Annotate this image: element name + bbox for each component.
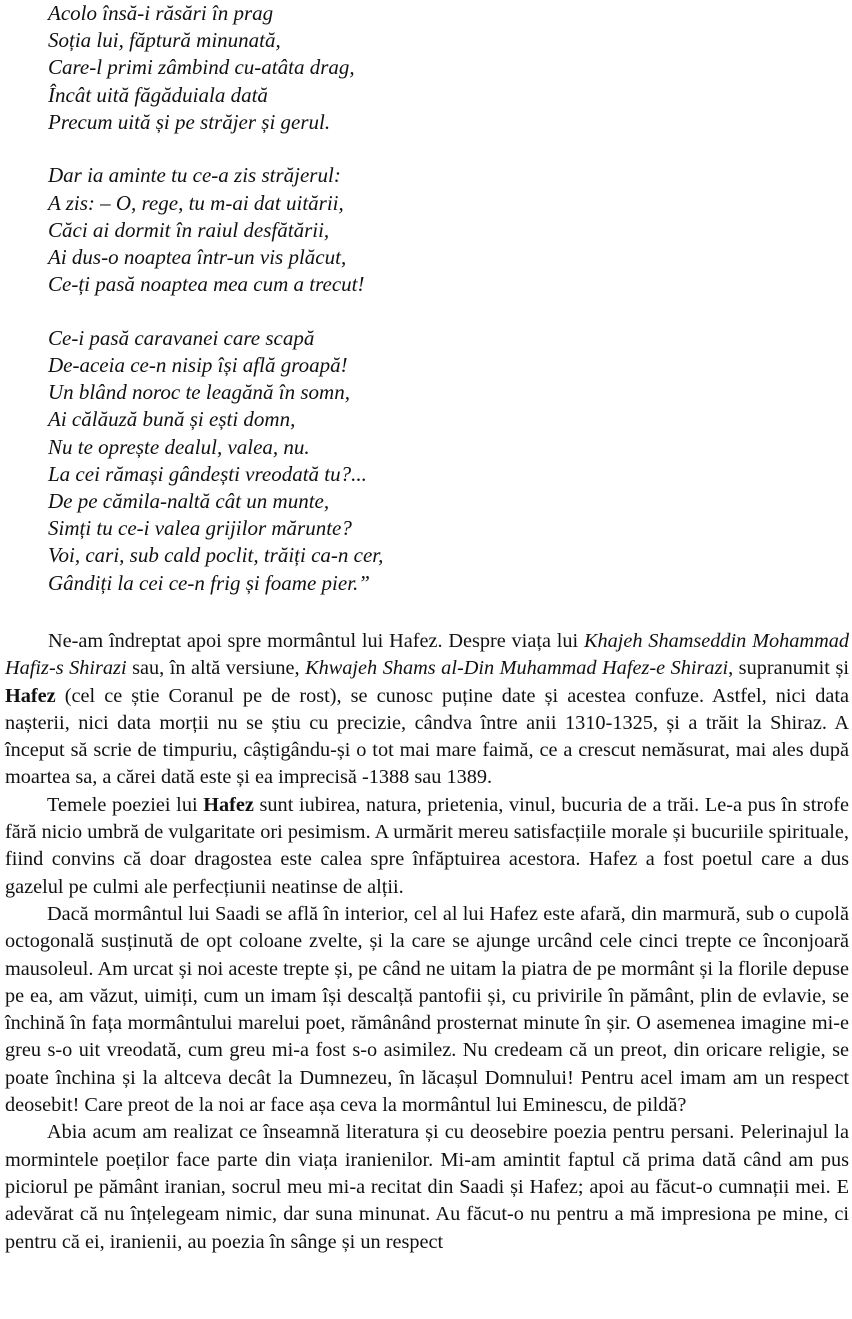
poem-line: Nu te oprește dealul, valea, nu. <box>48 434 310 459</box>
text-span: sunt iubirea, natura, prietenia, vinul, bucuria de a trăi. Le-a pus în strofe fără nicio umbră de vulgaritate ori pesimism. A urmărit mereu satisfacțiile morale și bucuriile spirituale, fiind convins că doar dragostea este calea spre înfăptuirea acestora. Hafez a fost poetul care a dus gazelul pe culmi ale perfecțiunii neatinse de alții. <box>5 793 849 898</box>
poem-line: La cei rămași gândești vreodată tu?... <box>48 461 367 486</box>
text-span: (cel ce știe Coranul pe de rost), se cunosc puține date și acestea confuze. Astfel, nici data nașterii, nici data morții nu se știu cu precizie, cândva între anii 1310-1325, și a trăit la Shiraz. A început să scrie de timpuriu, câștigându-și o tot mai mare faimă, ce a crescut nemăsurat, mai ales după moartea sa, a cărei dată este și ea imprecisă -1388 sau 1389. <box>5 684 849 789</box>
poem-line: Soția lui, făptură minunată, <box>48 28 281 53</box>
poem-line: Ai călăuză bună și ești domn, <box>48 407 296 432</box>
poem-line: Precum uită și pe străjer și gerul. <box>48 109 331 134</box>
poem-line: Acolo însă-i răsări în prag <box>48 1 274 25</box>
poem-line: Simți tu ce-i valea grijilor mărunte? <box>48 516 352 541</box>
poem-line: De pe cămila-naltă cât un munte, <box>48 489 330 513</box>
poem-line: A zis: – O, rege, tu m-ai dat uitării, <box>48 190 344 215</box>
paragraph-hafez-biography <box>5 628 849 792</box>
paragraph-hafez-themes <box>5 792 849 901</box>
poem-line: Gândiți la cei ce-n frig și foame pier.” <box>48 570 370 595</box>
poem-line: De-aceia ce-n nisip își află groapă! <box>48 353 348 378</box>
paragraph-poetry-persians: Abia acum am realizat ce înseamnă literatura și cu deosebire poezia pentru persani. Pelerinajul la mormintele poeților face parte din viața iranienilor. Mi-am amintit faptul că prima dată când am pus piciorul pe pământ iranian, socrul meu mi-a recitat din Saadi și Hafez; apoi au făcut-o cumnații mei. E adevărat că nu înțelegeam nimic, dar suna minunat. Au făcut-o nu pentru a mă impresiona pe mine, ci pentru că ei, iranienii, au poezia în sânge și un respect <box>5 1121 849 1253</box>
text-span: Ne-am îndreptat apoi spre mormântul lui Hafez. Despre viața lui <box>48 630 584 652</box>
name-bold: Hafez <box>203 793 254 816</box>
poem-line: Voi, cari, sub cald poclit, trăiți ca-n cer, <box>48 543 384 568</box>
text-span: Temele poeziei lui <box>47 793 204 816</box>
name-bold: Hafez <box>5 684 56 707</box>
name-italic: Khajeh Shamseddin Mohammad Hafiz-s Shirazi <box>5 630 849 680</box>
poem-stanza-1 <box>48 0 383 136</box>
name-italic: Khwajeh Shams al-Din Muhammad Hafez-e Shirazi <box>305 657 729 680</box>
text-span: sau, în altă versiune, <box>126 657 306 680</box>
poem-stanza-3 <box>48 325 383 597</box>
poem-line: Dar ia aminte tu ce-a zis străjerul: <box>48 163 341 188</box>
poem-stanza-2 <box>48 162 383 298</box>
poem-line: Ce-ți pasă noaptea mea cum a trecut! <box>48 272 365 297</box>
text-span: , supranumit și <box>728 657 849 680</box>
prose-body <box>5 628 849 1256</box>
poem-line: Căci ai dormit în raiul desfătării, <box>48 217 330 242</box>
poem <box>48 0 383 597</box>
poem-line: Ce-i pasă caravanei care scapă <box>48 325 315 350</box>
paragraph-hafez-tomb: Dacă mormântul lui Saadi se află în interior, cel al lui Hafez este afară, din marmură, sub o cupolă octogonală susținută de opt coloane zvelte, și la care se ajunge urcând cele cinci trepte ce înconjoară mausoleul. Am urcat și noi aceste trepte și, pe când ne uitam la piatra de pe mormânt și la florile depuse pe ea, am văzut, uimiți, cum un imam își descalță pantofii și, cu privirile în pământ, plin de evlavie, se închină în fața mormântului marelui poet, rămânând prosternat minute în șir. O asemenea imagine mi-e greu s-o uit vreodată, cum greu mi-a fost s-o asimilez. Nu credeam că un preot, din oricare religie, se poate închina și la altceva decât la Dumnezeu, în lăcașul Domnului! Pentru acel imam am un respect deosebit! Care preot de la noi ar face așa ceva la mormântul lui Eminescu, de pildă? <box>5 902 849 1117</box>
poem-line: Încât uită făgăduiala dată <box>48 82 268 107</box>
poem-line: Care-l primi zâmbind cu-atâta drag, <box>48 55 355 80</box>
poem-line: Un blând noroc te leagănă în somn, <box>48 380 350 405</box>
poem-line: Ai dus-o noaptea într-un vis plăcut, <box>48 245 347 269</box>
